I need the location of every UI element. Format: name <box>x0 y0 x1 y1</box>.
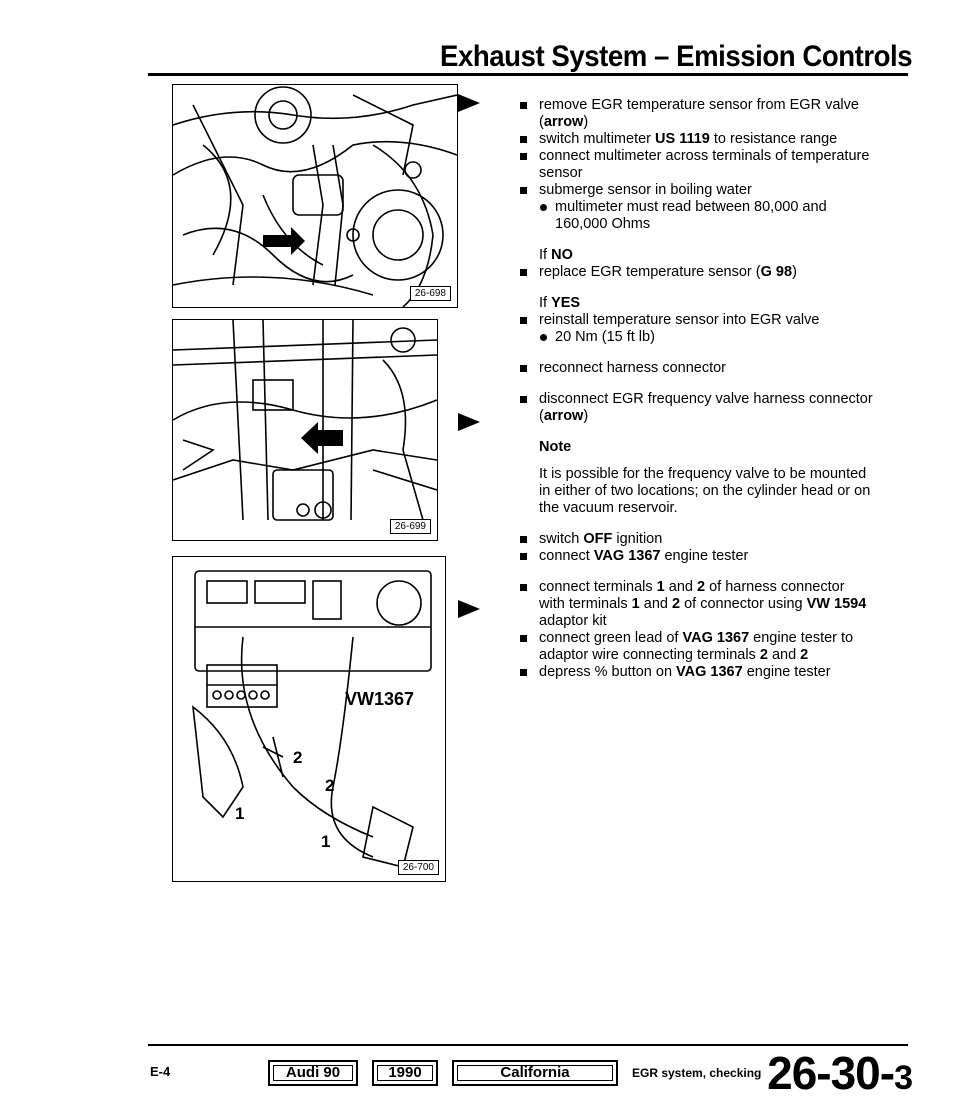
terminal-2-label-b: 2 <box>325 776 335 795</box>
list-item: reconnect harness connector <box>513 360 873 377</box>
model-badge: Audi 90 <box>268 1060 358 1086</box>
pointer-arrow-icon <box>458 413 480 431</box>
page-title: Exhaust System – Emission Controls <box>439 40 912 73</box>
list-item: remove EGR temperature sensor from EGR valve (arrow) <box>513 97 873 131</box>
procedure-text <box>513 97 873 681</box>
footer-page-code: E-4 <box>150 1064 171 1079</box>
list-item: depress % button on VAG 1367 engine tester <box>513 664 873 681</box>
sub-item: 20 Nm (15 ft lb) <box>513 329 873 346</box>
engine-illustration-1 <box>173 85 457 307</box>
title-rule <box>148 73 908 76</box>
pointer-arrow-icon <box>458 94 480 112</box>
figure-tester-connection <box>172 556 446 882</box>
tester-illustration <box>173 557 445 881</box>
figure-id-label: 26-698 <box>410 286 451 301</box>
condition-yes: If YES <box>539 295 581 311</box>
page-number: 26-30-3 <box>767 1047 912 1099</box>
list-item: switch OFF ignition <box>513 531 873 548</box>
pointer-arrow-icon <box>458 600 480 618</box>
figure-id-label: 26-700 <box>398 860 439 875</box>
engine-illustration-2 <box>173 320 437 540</box>
list-item: disconnect EGR frequency valve harness connector (arrow) <box>513 391 873 425</box>
list-item: reinstall temperature sensor into EGR valve <box>513 312 873 329</box>
list-item: connect green lead of VAG 1367 engine tester to adaptor wire connecting terminals 2 and 2 <box>513 630 873 664</box>
note-text: It is possible for the frequency valve to be mounted in either of two locations; on the cylinder head or on the vacuum reservoir. <box>539 466 871 516</box>
terminal-1-label-a: 1 <box>235 804 245 823</box>
year-badge: 1990 <box>372 1060 438 1086</box>
figure-frequency-valve-connector <box>172 319 438 541</box>
list-item: connect terminals 1 and 2 of harness connector with terminals 1 and 2 of connector using VW 1594 adaptor kit <box>513 579 873 630</box>
figure-egr-temperature-sensor <box>172 84 458 308</box>
list-item: replace EGR temperature sensor (G 98) <box>513 264 873 281</box>
note-title: Note <box>539 439 572 455</box>
terminal-1-label-b: 1 <box>321 832 331 851</box>
list-item: connect VAG 1367 engine tester <box>513 548 873 565</box>
figure-id-label: 26-699 <box>390 519 431 534</box>
list-item: connect multimeter across terminals of temperature sensor <box>513 148 873 182</box>
region-badge: California <box>452 1060 618 1086</box>
section-label: EGR system, checking <box>632 1066 762 1080</box>
list-item: switch multimeter US 1119 to resistance range <box>513 131 873 148</box>
condition-no: If NO <box>539 247 573 263</box>
tester-label: VW1367 <box>345 689 415 709</box>
terminal-2-label-a: 2 <box>293 748 303 767</box>
list-item: submerge sensor in boiling water <box>513 182 873 199</box>
sub-item: multimeter must read between 80,000 and 160,000 Ohms <box>513 199 873 233</box>
